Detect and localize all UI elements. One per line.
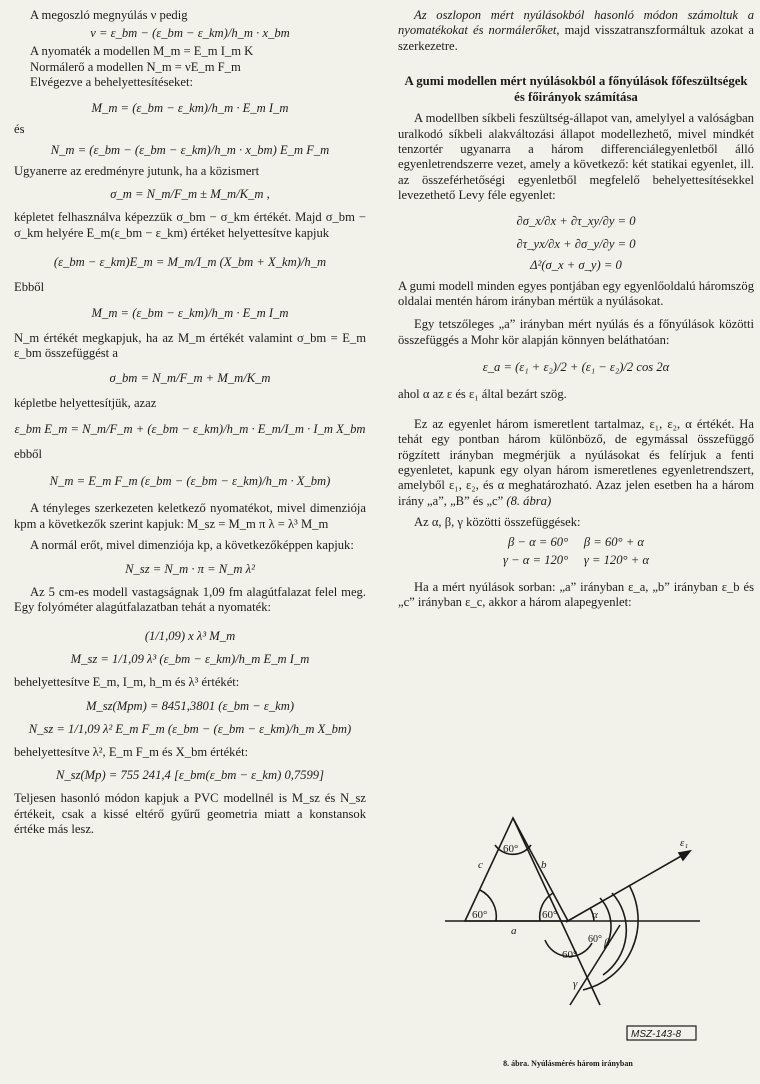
equation: N_m = (ε_bm − (ε_bm − ε_km)/h_m · x_bm) E_m F_m — [50, 143, 330, 158]
angle-arc — [480, 890, 496, 921]
left-column — [14, 8, 366, 837]
paragraph: Ugyanerre az eredményre jutunk, ha a közismert — [14, 164, 260, 179]
figure-caption: 8. ábra. Nyúlásmérés három irányban — [503, 1059, 633, 1068]
equation-row — [398, 553, 754, 568]
angle-arc — [603, 893, 626, 975]
paragraph: és — [14, 121, 25, 136]
paragraph: ahol α az ε és ε₁ által bezárt szög. — [398, 387, 567, 402]
side-label: c — [478, 859, 483, 871]
paragraph: A tényleges szerkezeten keletkező nyomatékot, mivel dimenziója kpm a következők szerint kapjuk: M_sz = M_m π λ = λ³ M_m — [14, 501, 366, 531]
equation: σ_bm = N_m/F_m + M_m/K_m — [109, 371, 271, 386]
side-b-extension — [513, 818, 600, 1005]
paragraph: A normál erőt, mivel dimenziója kp, a következőképpen kapjuk: — [30, 538, 354, 553]
equation: β − α = 60° — [508, 534, 569, 549]
paragraph: Ebből — [14, 280, 45, 295]
equation: M_sz(Mpm) = 8451,3801 (ε_bm − ε_km) — [85, 698, 295, 713]
equation: M_m = (ε_bm − ε_km)/h_m · E_m I_m — [91, 305, 289, 320]
equation: γ = 120° + α — [583, 552, 649, 567]
paragraph: A megoszló megnyúlás ν pedig — [30, 8, 188, 22]
equation: N_sz = N_m · π = N_m λ² — [125, 561, 255, 576]
angle-label: 60° — [588, 934, 602, 945]
equation: ε_bm E_m = N_m/F_m + (ε_bm − ε_km)/h_m · E_m/I_m · I_m X_bm — [14, 421, 366, 436]
equation: β = 60° + α — [583, 534, 644, 549]
angle-symbol: γ — [573, 978, 578, 990]
equation: (1/1,09) x λ³ M_m — [144, 629, 236, 644]
section-heading: A gumi modellen mért nyúlásokból a főnyúlások főfeszültségek és főirányok számítása — [404, 74, 748, 104]
side-label: a — [511, 925, 517, 937]
equation: M_sz = 1/1,09 λ³ (ε_bm − ε_km)/h_m E_m I_m — [70, 652, 310, 667]
paragraph: A nyomaték a modellen M_m = E_m I_m K — [30, 44, 254, 59]
paragraph: Az α, β, γ közötti összefüggések: — [414, 515, 581, 530]
italic-text: Az oszlopon mért nyúlásokból hasonló módon számoltuk a nyomatékokat és normálerőket, — [398, 8, 754, 38]
figure-reference: (8. ábra) — [506, 493, 552, 508]
angle-symbol: β — [604, 937, 610, 949]
angle-label: 60° — [562, 949, 578, 961]
angle-arc — [590, 908, 594, 921]
side-c-extension — [570, 925, 620, 1005]
angle-symbol: α — [592, 909, 598, 921]
triangle — [465, 818, 568, 921]
equation: σ_m = N_m/F_m ± M_m/K_m , — [110, 187, 270, 202]
equation: N_sz = 1/1,09 λ² E_m F_m (ε_bm − (ε_bm − ε_km)/h_m X_bm) — [28, 721, 352, 736]
equation: ∂σ_x/∂x + ∂τ_xy/∂y = 0 — [516, 213, 636, 228]
paragraph-text: Ez az egyenlet három ismeretlent tartalmaz, ε₁, ε₂, α értékét. Ha tehát egy pontban három különböző, de egymással összefüggő rögzített irányban megmérjük a nyúlásokat és felírjuk a fenti egyenletet, kapunk egy olyan három ismeretlenes egyenletrendszert, amelyből ε₁, ε₂, és α meghatározható. Azaz jelen esetben ha a három irány „a”, „B” és „c” — [398, 416, 754, 508]
equation: ε_a = (ε₁ + ε₂)/2 + (ε₁ − ε₂)/2 cos 2α — [482, 360, 670, 375]
paragraph — [398, 417, 754, 509]
paragraph: Egy tetszőleges „a” irányban mért nyúlás és a főnyúlások közötti összefüggés a Mohr kör alapján könnyen beláthatóan: — [398, 317, 754, 347]
paragraph-text: majd visszatranszformáltuk azokat a szerkezetre. — [398, 23, 754, 53]
principal-strain-label: ε₁ — [680, 837, 689, 849]
arrow-icon — [679, 851, 690, 860]
angle-label: 60° — [503, 843, 519, 855]
equation: Δ²(σ_x + σ_y) = 0 — [530, 257, 622, 272]
equation: ∂τ_yx/∂x + ∂σ_y/∂y = 0 — [516, 236, 636, 251]
angle-arc — [600, 898, 611, 948]
equation: N_sz(Mp) = 755 241,4 [ε_bm(ε_bm − ε_km) 0,7599] — [55, 768, 324, 783]
paragraph: N_m értékét megkapjuk, ha az M_m értékét valamint σ_bm = E_m ε_bm összefüggést a — [14, 330, 366, 361]
stamp-label: MSZ-143-8 — [631, 1029, 682, 1040]
equation: M_m = (ε_bm − ε_km)/h_m · E_m I_m — [91, 100, 289, 115]
paragraph — [398, 8, 754, 54]
paragraph: Ha a mért nyúlások sorban: „a” irányban ε_a, „b” irányban ε_b és „c” irányban ε_c, akkor a három alapegyenlet: — [398, 579, 754, 609]
equation: γ − α = 120° — [503, 552, 569, 567]
paragraph: behelyettesítve λ², E_m F_m és X_bm értékét: — [14, 744, 249, 759]
angle-arc — [540, 893, 553, 921]
paragraph: ebből — [14, 446, 42, 461]
principal-direction — [566, 851, 690, 922]
equation: (ε_bm − ε_km)E_m = M_m/I_m (X_bm + X_km)/h_m — [53, 255, 327, 270]
paragraph: behelyettesítve E_m, I_m, h_m és λ³ értékét: — [14, 675, 240, 690]
paragraph: A modellben síkbeli feszültség-állapot van, amelylyel a valóságban uralkodó síkbeli alakváltozási állapot modellezhető, mivel mindkét tenzortér ugyanarra a három differenciálegyenletből álló egyenletrendszerre vezet, amely a következő: két statikai egyenlet, ill. az összeférhetőségi egyenletből megfelelő behelyettesítésekkel levezethető Levy féle egyenlet: — [398, 111, 754, 203]
paragraph: képletet felhasználva képezzük σ_bm − σ_km értékét. Majd σ_bm − σ_km helyére E_m(ε_bm − ε_km) értéket helyettesítve kapjuk — [14, 210, 366, 240]
side-label: b — [541, 859, 547, 871]
paragraph: A gumi modell minden egyes pontjában egy egyenlőoldalú háromszög oldalai mentén három irányban mértük a nyúlásokat. — [398, 278, 754, 309]
paragraph: képletbe helyettesítjük, azaz — [14, 396, 157, 411]
equation-row — [398, 535, 754, 550]
paragraph: Teljesen hasonló módon kapjuk a PVC modellnél is M_sz és N_sz értékeit, csak a kissé eltérő gyűrű geometria miatt a konstansok értéke más lesz. — [14, 791, 366, 836]
angle-arc — [545, 940, 592, 956]
equation: ν = ε_bm − (ε_bm − ε_km)/h_m · x_bm — [90, 26, 290, 41]
angle-label: 60° — [472, 909, 488, 921]
angle-arc — [583, 885, 638, 990]
paragraph: Az 5 cm-es modell vastagságnak 1,09 fm alagútfalazat felel meg. Egy folyóméter alagútfalazatban tehát a nyomaték: — [14, 584, 366, 614]
paragraph: Elvégezve a behelyettesítéseket: — [30, 75, 193, 90]
stamp-box — [627, 1026, 696, 1040]
right-column — [398, 8, 754, 610]
angle-label: 60° — [542, 909, 558, 921]
angle-arc — [495, 845, 531, 854]
equation: N_m = E_m F_m (ε_bm − (ε_bm − ε_km)/h_m · X_bm) — [49, 474, 331, 489]
paragraph: Normálerő a modellen N_m = νE_m F_m — [30, 59, 241, 74]
